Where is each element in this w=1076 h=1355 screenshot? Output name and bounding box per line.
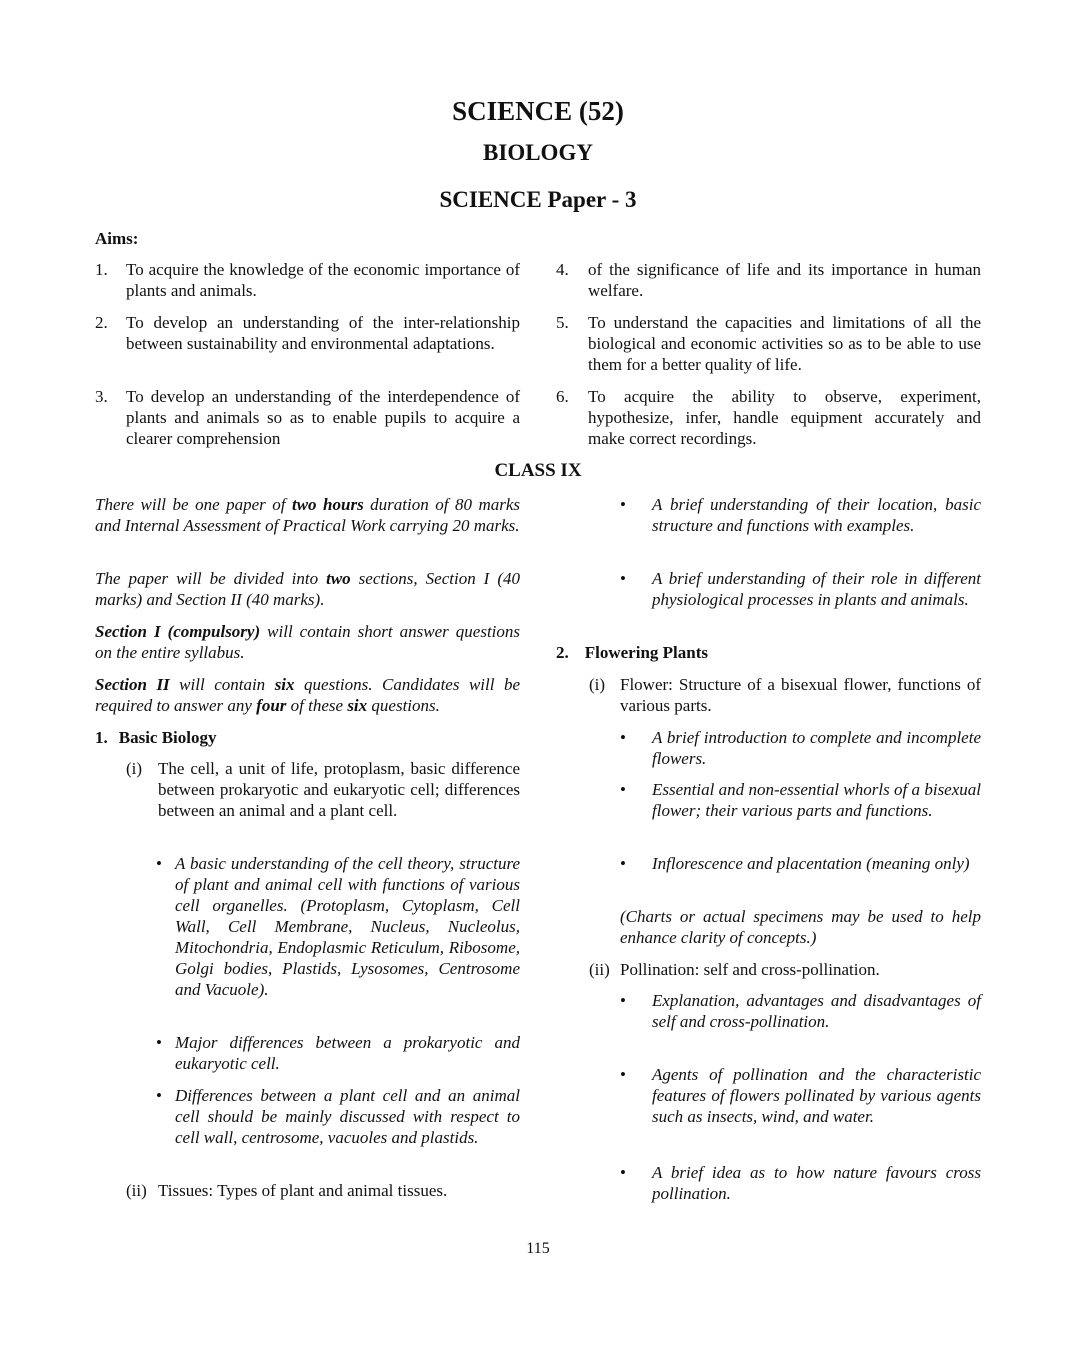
- topic-title: Basic Biology: [118, 728, 217, 747]
- bullet-item: [620, 990, 981, 1032]
- bullet-text: Agents of pollination and the characteristic features of flowers pollinated by various agents such as insects, wind, and water.: [652, 1065, 981, 1126]
- bullet-item: [156, 1085, 520, 1148]
- aim-item-1: [95, 259, 520, 300]
- aim-number: 4.: [556, 260, 569, 279]
- aim-item-2: [95, 312, 520, 354]
- text-run: of these: [286, 696, 348, 715]
- aim-text: To develop an understanding of the inter-relationship between sustainability and environmental adaptations.: [126, 313, 520, 353]
- topic-heading-flowering-plants: [556, 642, 708, 663]
- topic-heading-basic-biology: [95, 727, 217, 748]
- specimen-note: (Charts or actual specimens may be used to help enhance clarity of concepts.): [620, 907, 981, 947]
- bullet-icon: •: [620, 569, 626, 588]
- subtopic-text: The cell, a unit of life, protoplasm, basic difference between prokaryotic and eukaryotic cell; differences between an animal and a plant cell.: [158, 759, 520, 820]
- text-run: will contain: [169, 675, 275, 694]
- aims-right-column: [556, 259, 981, 459]
- subtopic-pollination: [589, 959, 981, 980]
- text-run-bold: six: [347, 696, 368, 715]
- subtopic-tissues: [126, 1180, 520, 1201]
- text-run: duration of 80 marks and Internal Assessment of Practical Work carrying 20 marks.: [95, 495, 521, 535]
- bullet-text: Major differences between a prokaryotic and eukaryotic cell.: [175, 1033, 520, 1073]
- bullet-text: Inflorescence and placentation (meaning only): [652, 854, 970, 873]
- text-run-bold: two hours: [291, 495, 364, 514]
- aim-text: To develop an understanding of the interdependence of plants and animals so as to enable pupils to acquire a clearer comprehension: [126, 387, 520, 448]
- aim-text: To understand the capacities and limitations of all the biological and economic activities so as to be able to use them for a better quality of life.: [588, 313, 981, 374]
- bullet-text: A brief introduction to complete and incomplete flowers.: [652, 728, 981, 768]
- subtopic-text: Pollination: self and cross-pollination.: [620, 960, 880, 979]
- bullet-item: [620, 727, 981, 769]
- text-run: There will be one paper of: [95, 495, 292, 514]
- text-run: will contain short answer questions on the entire syllabus.: [95, 622, 521, 662]
- text-run: The paper will be divided into: [95, 569, 327, 588]
- intro-paragraph-4: [95, 674, 520, 716]
- subtopic-number: (ii): [589, 960, 610, 979]
- bullet-icon: •: [156, 1086, 162, 1105]
- aim-item-6: [556, 386, 981, 449]
- topic-number: 2.: [556, 643, 569, 662]
- subtopic-number: (ii): [126, 1181, 147, 1200]
- aim-item-5: [556, 312, 981, 375]
- aim-number: 1.: [95, 260, 108, 279]
- text-run-bold: Section II: [95, 675, 170, 694]
- bullet-text: Essential and non-essential whorls of a bisexual flower; their various parts and functions.: [652, 780, 981, 820]
- intro-paragraph-2: [95, 568, 520, 610]
- aim-number: 6.: [556, 387, 569, 406]
- bullet-icon: •: [620, 1065, 626, 1084]
- aim-item-4: [556, 259, 981, 301]
- topic-title: Flowering Plants: [584, 643, 708, 662]
- bullet-icon: •: [620, 1163, 626, 1182]
- bullet-item: [156, 853, 520, 1000]
- bullet-item: [156, 1032, 520, 1074]
- text-run: sections, Section I (40 marks) and Section II (40 marks).: [95, 569, 520, 609]
- subtopic-text: Tissues: Types of plant and animal tissues.: [158, 1181, 448, 1200]
- bullet-text: Explanation, advantages and disadvantages of self and cross-pollination.: [652, 991, 981, 1031]
- aim-text: To acquire the knowledge of the economic importance of plants and animals.: [126, 260, 520, 300]
- aims-left-column: [95, 259, 520, 448]
- aim-number: 3.: [95, 387, 108, 406]
- bullet-text: Differences between a plant cell and an animal cell should be mainly discussed with respect to cell wall, centrosome, vacuoles and plastids.: [175, 1086, 520, 1147]
- subtopic-number: (i): [126, 759, 143, 778]
- aims-label: Aims:: [95, 229, 139, 248]
- page-number: 115: [526, 1240, 550, 1257]
- bullet-item: [620, 1162, 981, 1204]
- text-run-bold: four: [256, 696, 287, 715]
- class-heading: CLASS IX: [494, 460, 582, 481]
- bullet-text: A brief understanding of their role in different physiological processes in plants and animals.: [652, 569, 981, 609]
- text-run: questions. Candidates will be required to answer any: [95, 675, 520, 715]
- intro-paragraph-1: [95, 494, 520, 536]
- subtopic-number: (i): [589, 675, 606, 694]
- bullet-icon: •: [620, 495, 626, 514]
- bullet-text: A basic understanding of the cell theory, structure of plant and animal cell with functions of various cell organelles. (Protoplasm, Cytoplasm, Cell Wall, Cell Membrane, Nucleus, Nucleolus, Mitochondria, Endoplasmic Reticulum, Ribosome, Golgi bodies, Plastids, Lysosomes, Centrosome and Vacuole).: [175, 854, 520, 999]
- intro-paragraph-3: [95, 621, 520, 663]
- bullet-text: A brief idea as to how nature favours cross pollination.: [652, 1163, 981, 1203]
- text-run-bold: two: [326, 569, 351, 588]
- aim-number: 2.: [95, 313, 108, 332]
- aim-number: 5.: [556, 313, 569, 332]
- bullet-item: [620, 568, 981, 610]
- bullet-icon: •: [620, 991, 626, 1010]
- bullet-icon: •: [620, 854, 626, 873]
- subject-heading: BIOLOGY: [483, 140, 593, 165]
- bullet-item: [620, 494, 981, 536]
- text-run: questions.: [367, 696, 440, 715]
- bullet-icon: •: [620, 728, 626, 747]
- bullet-icon: •: [156, 1033, 162, 1052]
- bullet-icon: •: [620, 780, 626, 799]
- paper-heading: SCIENCE Paper - 3: [439, 187, 637, 212]
- bullet-text: A brief understanding of their location, basic structure and functions with examples.: [652, 495, 981, 535]
- bullet-item: [620, 779, 981, 821]
- subtopic-text: Flower: Structure of a bisexual flower, functions of various parts.: [620, 675, 981, 715]
- topic-number: 1.: [95, 728, 108, 747]
- bullet-item: [620, 853, 981, 874]
- subtopic-cell: [126, 758, 520, 821]
- bullet-icon: •: [156, 854, 162, 873]
- aim-text: To acquire the ability to observe, experiment, hypothesize, infer, handle equipment accurately and make correct recordings.: [588, 387, 981, 448]
- text-run-bold: six: [274, 675, 295, 694]
- subtopic-flower: [589, 674, 981, 716]
- aim-text: of the significance of life and its importance in human welfare.: [588, 260, 981, 300]
- text-run-bold: Section I (compulsory): [95, 622, 261, 641]
- page-title: SCIENCE (52): [452, 96, 624, 126]
- aim-item-3: [95, 386, 520, 449]
- bullet-item: [620, 1064, 981, 1127]
